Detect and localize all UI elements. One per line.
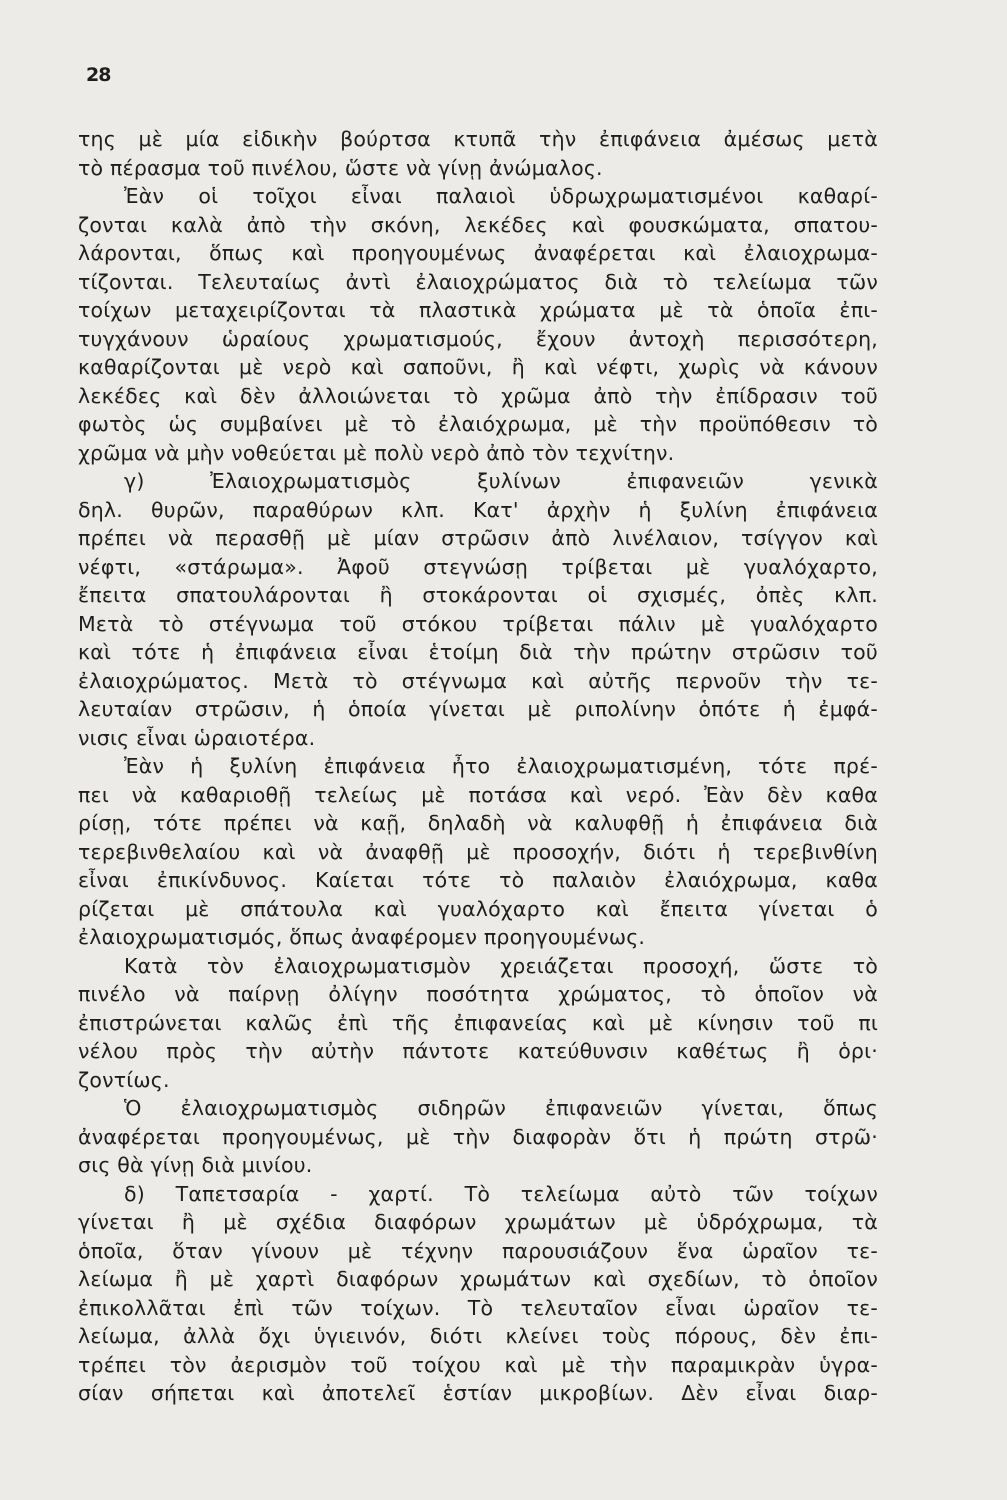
- text-line: ρίζεται μὲ σπάτουλα καὶ γυαλόχαρτο καὶ ἔπειτα γίνεται ὁ: [78, 896, 878, 921]
- text-line: ὁποῖα, ὅταν γίνουν μὲ τέχνην παρουσιάζουν ἕνα ὡραῖον τε-: [78, 1238, 878, 1263]
- text-line: λάρονται, ὅπως καὶ προηγουμένως ἀναφέρεται καὶ ἐλαιοχρωμα-: [78, 241, 878, 265]
- text-line: δηλ. θυρῶν, παραθύρων κλπ. Κατ' ἀρχὴν ἡ ξυλίνη ἐπιφάνεια: [78, 497, 878, 522]
- text-line: φωτὸς ὡς συμβαίνει μὲ τὸ ἐλαιόχρωμα, μὲ τὴν προϋπόθεσιν τὸ: [78, 412, 878, 436]
- text-line: ρίσῃ, τότε πρέπει νὰ καῇ, δηλαδὴ νὰ καλυφθῇ ἡ ἐπιφάνεια διὰ: [78, 811, 878, 835]
- text-line: ἐπικολλᾶται ἐπὶ τῶν τοίχων. Τὸ τελευταῖον εἶναι ὡραῖον τε-: [78, 1295, 878, 1320]
- text-line: λεκέδες καὶ δὲν ἀλλοιώνεται τὸ χρῶμα ἀπὸ τὴν ἐπίδρασιν τοῦ: [78, 383, 878, 408]
- text-line: της μὲ μία εἰδικὴν βούρτσα κτυπᾶ τὴν ἐπιφάνεια ἀμέσως μετὰ: [78, 127, 878, 151]
- text-line: τρέπει τὸν ἀερισμὸν τοῦ τοίχου καὶ μὲ τὴν παραμικρὰν ὑγρα-: [78, 1352, 878, 1377]
- text-line: ζονται καλὰ ἀπὸ τὴν σκόνη, λεκέδες καὶ φουσκώματα, σπατου-: [78, 212, 878, 237]
- text-line: Κατὰ τὸν ἐλαιοχρωματισμὸν χρειάζεται προσοχή, ὥστε τὸ: [124, 953, 878, 978]
- text-line: λείωμα, ἀλλὰ ὄχι ὑγιεινόν, διότι κλείνει τοὺς πόρους, δὲν ἐπι-: [78, 1324, 878, 1348]
- text-line: ἐλαιοχρωματισμός, ὅπως ἀναφέρομεν προηγουμένως.: [78, 925, 646, 949]
- text-line: τερεβινθελαίου καὶ νὰ ἀναφθῇ μὲ προσοχήν, διότι ἡ τερεβινθίνη: [78, 839, 878, 864]
- text-line: Ἐὰν ἡ ξυλίνη ἐπιφάνεια ἦτο ἐλαιοχρωματισμένη, τότε πρέ-: [124, 754, 878, 778]
- text-line: ζοντίως.: [78, 1067, 170, 1092]
- text-line: πει νὰ καθαριοθῇ τελείως μὲ ποτάσα καὶ νερό. Ἐὰν δὲν καθα: [78, 782, 878, 807]
- text-line: Ἐὰν οἱ τοῖχοι εἶναι παλαιοὶ ὑδρωχρωματισμένοι καθαρί-: [124, 184, 878, 208]
- text-line: εἶναι ἐπικίνδυνος. Καίεται τότε τὸ παλαιὸν ἐλαιόχρωμα, καθα: [78, 868, 878, 892]
- text-line: ἀναφέρεται προηγουμένως, μὲ τὴν διαφορὰν ὅτι ἡ πρώτη στρῶ·: [78, 1124, 878, 1149]
- text-line: ἔπειτα σπατουλάρονται ἢ στοκάρονται οἱ σχισμές, ὀπὲς κλπ.: [78, 583, 878, 607]
- text-line: τίζονται. Τελευταίως ἀντὶ ἐλαιοχρώματος διὰ τὸ τελείωμα τῶν: [78, 269, 878, 294]
- text-line: νέφτι, «στάρωμα». Ἀφοῦ στεγνώσῃ τρίβεται μὲ γυαλόχαρτο,: [78, 554, 878, 579]
- text-line: γ) Ἐλαιοχρωματισμὸς ξυλίνων ἐπιφανειῶν γενικὰ: [124, 469, 878, 493]
- text-line: τυγχάνουν ὡραίους χρωματισμούς, ἔχουν ἀντοχὴ περισσότερη,: [78, 326, 878, 351]
- text-line: σίαν σήπεται καὶ ἀποτελεῖ ἑστίαν μικροβίων. Δὲν εἶναι διαρ-: [78, 1381, 878, 1405]
- text-line: χρῶμα νὰ μὴν νοθεύεται μὲ πολὺ νερὸ ἀπὸ τὸν τεχνίτην.: [78, 440, 675, 465]
- text-line: νέλου πρὸς τὴν αὐτὴν πάντοτε κατεύθυνσιν καθέτως ἢ ὁρι·: [78, 1039, 878, 1063]
- body-text: [78, 125, 878, 1408]
- text-line: καὶ τότε ἡ ἐπιφάνεια εἶναι ἑτοίμη διὰ τὴν πρώτην στρῶσιν τοῦ: [78, 640, 878, 664]
- text-line: Μετὰ τὸ στέγνωμα τοῦ στόκου τρίβεται πάλιν μὲ γυαλόχαρτο: [78, 611, 878, 636]
- text-line: γίνεται ἢ μὲ σχέδια διαφόρων χρωμάτων μὲ ὑδρόχρωμα, τὰ: [78, 1210, 878, 1234]
- text-line: δ) Ταπετσαρία - χαρτί. Τὸ τελείωμα αὐτὸ τῶν τοίχων: [124, 1181, 878, 1206]
- text-line: τὸ πέρασμα τοῦ πινέλου, ὥστε νὰ γίνῃ ἀνώμαλος.: [78, 155, 603, 180]
- text-line: πινέλο νὰ παίρνῃ ὀλίγην ποσότητα χρώματος, τὸ ὁποῖον νὰ: [78, 982, 878, 1006]
- text-line: ἐπιστρώνεται καλῶς ἐπὶ τῆς ἐπιφανείας καὶ μὲ κίνησιν τοῦ πι: [78, 1010, 878, 1035]
- text-line: λείωμα ἢ μὲ χαρτὶ διαφόρων χρωμάτων καὶ σχεδίων, τὸ ὁποῖον: [78, 1267, 878, 1291]
- text-line: λευταίαν στρῶσιν, ἡ ὁποία γίνεται μὲ ριπολίνην ὁπότε ἡ ἐμφά-: [78, 697, 878, 721]
- text-line: καθαρίζονται μὲ νερὸ καὶ σαποῦνι, ἢ καὶ νέφτι, χωρὶς νὰ κάνουν: [78, 355, 878, 379]
- text-line: τοίχων μεταχειρίζονται τὰ πλαστικὰ χρώματα μὲ τὰ ὁποῖα ἐπι-: [78, 298, 878, 322]
- text-line: νισις εἶναι ὡραιοτέρα.: [78, 725, 316, 750]
- text-line: σις θὰ γίνῃ διὰ μινίου.: [78, 1153, 313, 1177]
- text-line: ἐλαιοχρώματος. Μετὰ τὸ στέγνωμα καὶ αὐτῆς περνοῦν τὴν τε-: [78, 668, 878, 693]
- text-line: πρέπει νὰ περασθῇ μὲ μίαν στρῶσιν ἀπὸ λινέλαιον, τσίγγον καὶ: [78, 526, 878, 550]
- page-number: 28: [86, 64, 111, 86]
- text-line: Ὁ ἐλαιοχρωματισμὸς σιδηρῶν ἐπιφανειῶν γίνεται, ὅπως: [124, 1096, 878, 1120]
